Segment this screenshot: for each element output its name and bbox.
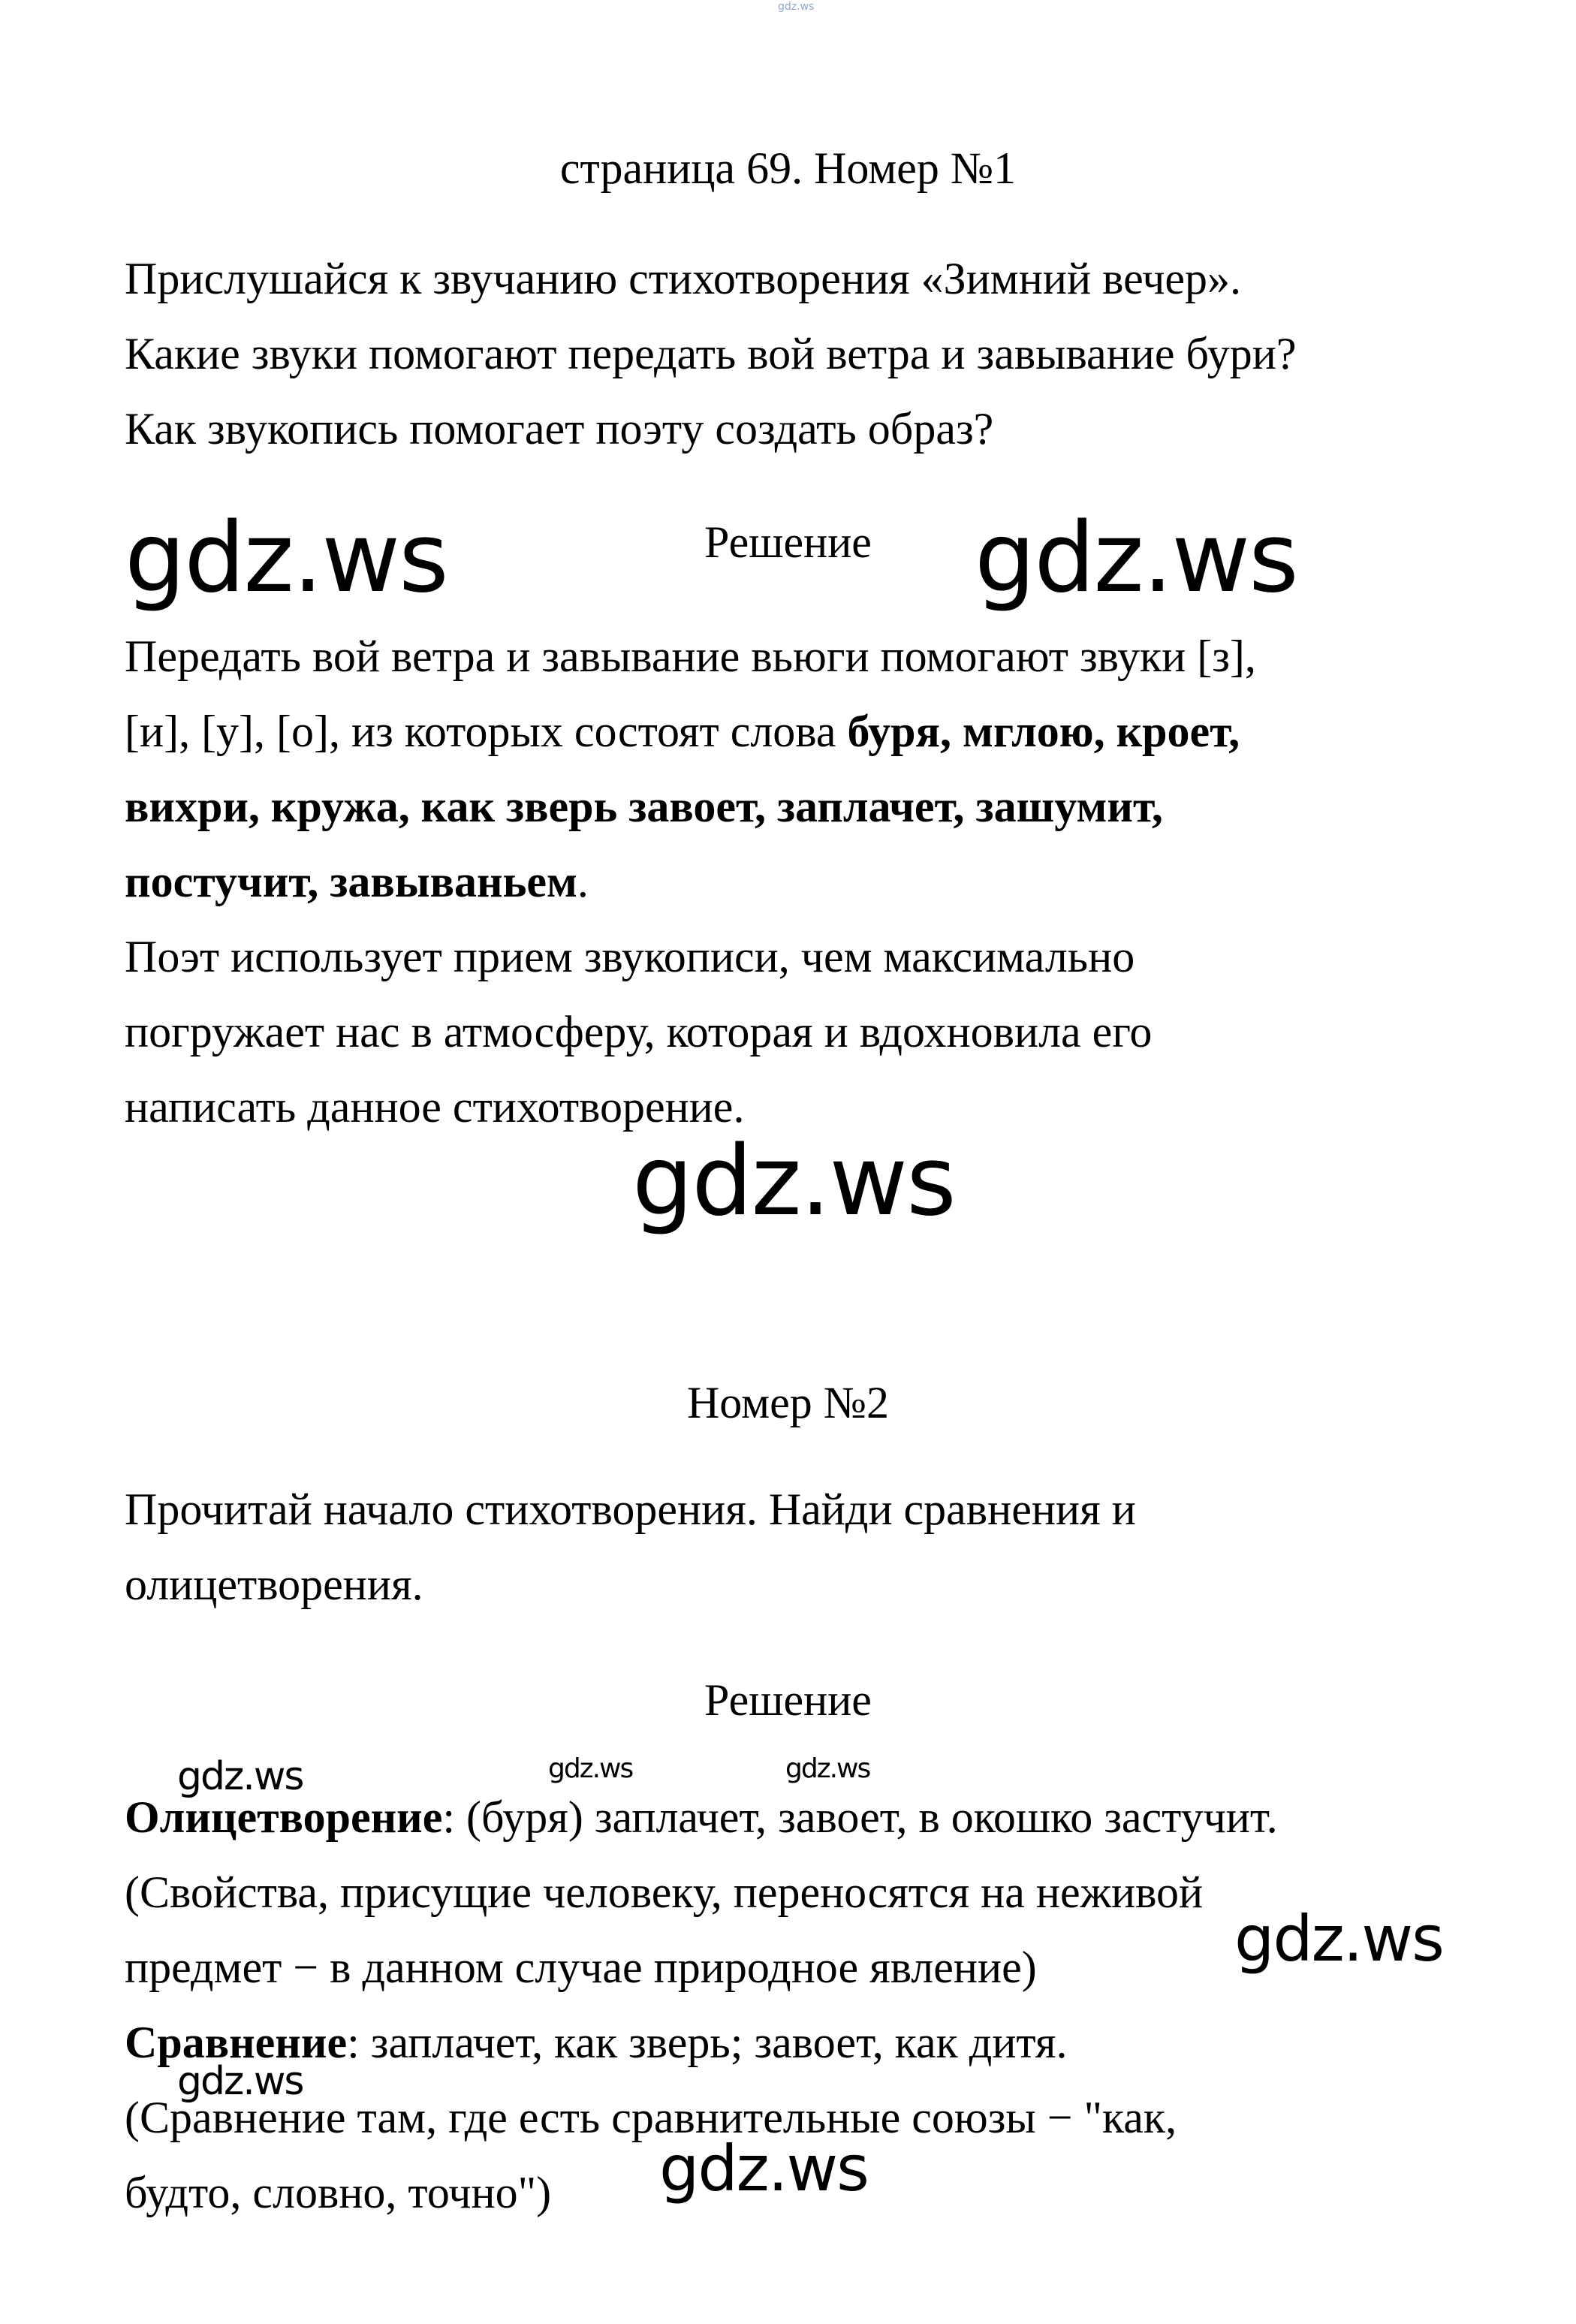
task1-question-line-2: Какие звуки помогают передать вой ветра и завывание бури?: [125, 329, 1297, 378]
task1-question-line-3: Как звукопись помогает поэту создать образ?: [125, 404, 994, 454]
task1-answer-line-6: погружает нас в атмосферу, которая и вдохновила его: [125, 1007, 1153, 1057]
task1-answer-line-2: [125, 694, 1240, 769]
task1-answer-line-3: [125, 769, 1163, 844]
personification-term: Олицетворение: [125, 1792, 443, 1842]
task1-answer-line-4: [125, 844, 589, 919]
watermark-text: gdz.ws: [1234, 1902, 1443, 1976]
watermark-text: gdz.ws: [632, 1126, 955, 1237]
comparison-term: Сравнение: [125, 2018, 348, 2067]
watermark-text: gdz.ws: [785, 1753, 870, 1784]
task2-heading: Номер №2: [686, 1378, 890, 1427]
comparison-text: : заплачет, как зверь; завоет, как дитя.: [347, 2018, 1068, 2067]
personification-text: : (буря) заплачет, завоет, в окошко застучит.: [442, 1792, 1278, 1842]
answer-period: .: [577, 857, 589, 906]
watermark-text: gdz.ws: [548, 1753, 633, 1784]
answer-bold-words: постучит, завываньем: [125, 857, 577, 906]
comparison-note-line-2: будто, словно, точно"): [125, 2168, 552, 2217]
watermark-text: gdz.ws: [975, 502, 1297, 614]
answer-bold-words: буря, мглою, кроет,: [847, 707, 1240, 756]
task1-answer-line-7: написать данное стихотворение.: [125, 1082, 745, 1132]
task1-solution-label: Решение: [704, 517, 872, 567]
personification-line: [125, 1780, 1278, 1855]
watermark-top-tag: gdz.ws: [778, 1, 815, 13]
task1-question-line-1: Прислушайся к звучанию стихотворения «Зимний вечер».: [125, 254, 1242, 303]
watermark-text: gdz.ws: [125, 502, 447, 614]
task1-heading: страница 69. Номер №1: [559, 143, 1017, 193]
task2-question-line-1: Прочитай начало стихотворения. Найди сравнения и: [125, 1485, 1136, 1534]
answer-bold-words: вихри, кружа, как зверь завоет, заплачет, зашумит,: [125, 782, 1163, 831]
task2-question-line-2: олицетворения.: [125, 1560, 423, 1609]
answer-plain-text: [и], [у], [о], из которых состоят слова: [125, 707, 848, 756]
personification-note-line-2: предмет − в данном случае природное явление): [125, 1943, 1037, 1992]
task2-solution-label: Решение: [704, 1675, 872, 1725]
watermark-text: gdz.ws: [659, 2132, 868, 2205]
personification-note-line-1: (Свойства, присущие человеку, переносятся на неживой: [125, 1867, 1204, 1917]
watermark-text: gdz.ws: [177, 1754, 303, 1799]
task1-answer-line-1: Передать вой ветра и завывание вьюги помогают звуки [з],: [125, 631, 1256, 681]
comparison-note-line-1: (Сравнение там, где есть сравнительные союзы − "как,: [125, 2093, 1177, 2142]
watermark-text: gdz.ws: [177, 2059, 303, 2104]
task1-answer-line-5: Поэт использует прием звукописи, чем максимально: [125, 932, 1135, 981]
